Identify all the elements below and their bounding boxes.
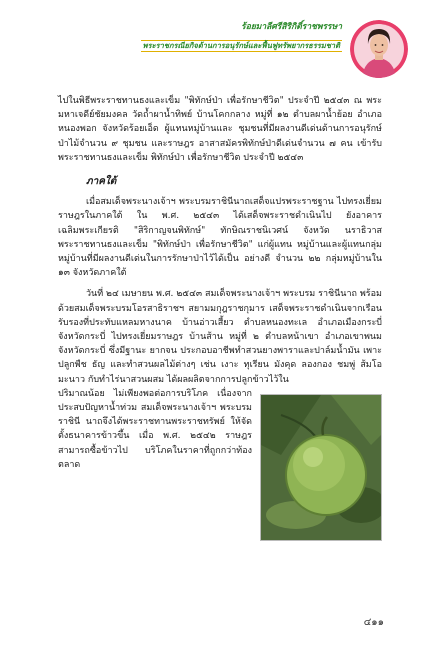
text-line: สมเด็จพระนางเจ้าฯ พระบรมราชินี — [58, 403, 252, 428]
text-line: วันที่ ๒๔ เมษายน พ.ศ. ๒๕๔๓ สมเด็จพระนางเจ้าฯ พระบรม — [86, 289, 316, 300]
text-line: ปริมาณน้อย ไม่เพียงพอต่อการบริโภค — [58, 388, 209, 399]
text-line: ๒๕๔๒ ราษฎรสามารถซื้อข้าวไป — [58, 431, 252, 456]
text-line: ตำบลหนองทะเล อำเภอเมืองกระบี่ จังหวัดกระบี่ ไปทรงเยี่ยมราษฎร — [58, 317, 382, 343]
text-line: ราชินีนาถ พร้อมด้วยสมเด็จพระบรมโอรสาธิราชฯ สยามมกุฎราชกุมาร — [58, 289, 382, 314]
text-line: ส้มโอ มะนาว กับทำไร่นาสวนผสม ได้ผลผลิตจากการปลูกข้าวไว้ใน — [58, 360, 382, 385]
header-text-block — [141, 22, 342, 52]
header-title: ร้อยมาลีศรีสิริกิติ์ราชพรรษา — [241, 22, 342, 32]
text-line: ยากจน ประกอบอาชีพทำสวนยางพาราและปาล์มน้ำมัน เพาะปลูกพืช — [58, 346, 382, 371]
text-line: ยังอาคารเฉลิมพระเกียรติ "สิริกาญจนพิทักษ์" ทักษิณราชนิเวศน์ จังหวัด — [58, 211, 382, 236]
text-line: ไปในพิธีพระราชทานธงและเข็ม "พิทักษ์ป่า เพื่อรักษาชีวิต" ประจำปี — [58, 96, 320, 106]
page-content — [58, 94, 382, 545]
section-heading: ภาคใต้ — [86, 176, 117, 188]
header-subtitle: พระราชกรณียกิจด้านการอนุรักษ์และฟื้นฟูทรัพยากรธรรมชาติ — [142, 41, 340, 50]
text-line: ธัญ และทำสวนผลไม้ต่างๆ เช่น เงาะ ทุเรียน มังคุด ลองกอง ชมพู่ — [91, 360, 356, 371]
text-line: เมื่อสมเด็จพระนางเจ้าฯ พระบรมราชินีนาถเสด็จแปรพระราชฐาน — [86, 197, 334, 208]
text-line: หมู่บ้านและผู้แทนกลุ่มหมู่บ้านที่มีผลงานดีเด่นในการรักษาป่าไว้ได้เป็น — [58, 239, 382, 265]
text-line: นราธิวาส พระราชทานธงและเข็ม "พิทักษ์ป่า เพื่อรักษาชีวิต" แก่ผู้แทน — [58, 225, 382, 250]
text-line: เนื่องจากประสบปัญหาน้ำท่วม — [58, 388, 252, 414]
text-line: อาสาสมัครพิทักษ์ป่าดีเด่นจำนวน ๗ คน เข้ารับพระราชทานธงและเข็ม — [58, 138, 382, 163]
portrait-badge-icon — [350, 20, 408, 78]
intro-paragraph — [58, 94, 382, 165]
page-number: ๔๑๑ — [363, 617, 384, 628]
text-line: ให้จัดตั้งธนาคารข้าวขึ้น เมื่อ พ.ศ. — [58, 417, 252, 442]
page-header — [60, 20, 416, 78]
pomelo-photo-icon — [260, 394, 382, 541]
text-line: เสด็จพระราชดำเนินจากเรือนรับรองที่ประทับแหลมหางนาค บ้านอ่าวเสี้ยว — [58, 303, 382, 328]
section-paragraph-1 — [58, 195, 382, 280]
text-line: ตำบลผาน้ำย้อย อำเภอหนองพอก จังหวัดร้อยเอ็ด ผู้แทนหมู่บ้านและ — [58, 110, 382, 135]
text-line: ชุมชนที่มีผลงานดีเด่นด้านการอนุรักษ์ป่าไม้จำนวน ๙ ชุมชน และราษฎร — [58, 124, 382, 149]
text-line: นาถจึงได้พระราชทานพระราชทรัพย์ — [85, 417, 225, 428]
text-line: ๒๕๔๓ ณ พระมหาเจดีย์ชัยมงคล วัดถ้ำผาน้ำทิพย์ บ้านโคกกลาง หมู่ที่ ๑๒ — [58, 96, 382, 121]
text-line: บริโภคในราคาที่ถูกกว่าท้องตลาด — [58, 445, 252, 470]
text-line: อย่างดี จำนวน ๒๒ กลุ่มหมู่บ้านใน ๑๓ จังหวัดภาคใต้ — [58, 254, 382, 279]
text-line: ไปทรงเยี่ยมราษฎรในภาคใต้ ใน พ.ศ. ๒๕๔๓ ได้เสด็จพระราชดำเนินไป — [58, 197, 382, 222]
section-paragraph-2 — [58, 287, 382, 386]
text-line: พิทักษ์ป่า เพื่อรักษาชีวิต ประจำปี ๒๕๔๓ — [150, 152, 304, 163]
text-line: บ้านส้าน หมู่ที่ ๒ ตำบลหน้าเขา อำเภอเขาพนม จังหวัดกระบี่ ซึ่งมีฐานะ — [58, 332, 382, 357]
